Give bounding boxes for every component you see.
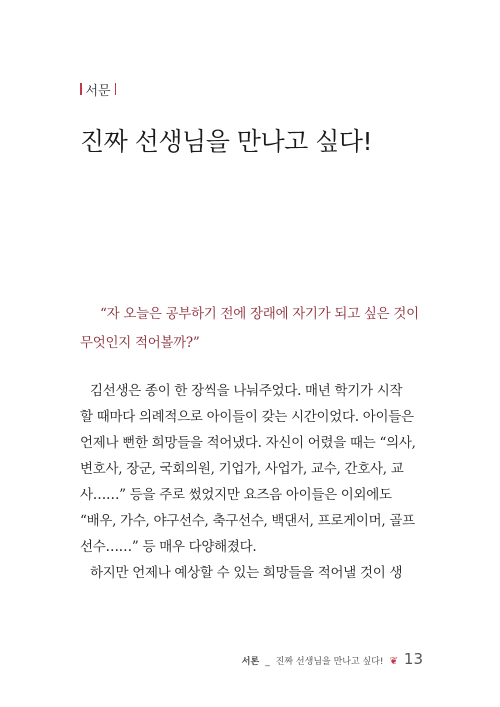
opening-quote bbox=[80, 300, 425, 358]
body-paragraphs bbox=[80, 378, 425, 586]
footer-separator: _ bbox=[265, 657, 270, 667]
body-line: 언제나 뻔한 희망들을 적어냈다. 자신이 어렸을 때는 “의사, bbox=[80, 435, 416, 451]
leaf-icon: ❦ bbox=[389, 656, 398, 667]
chapter-title: 진짜 선생님을 만나고 싶다! bbox=[80, 127, 373, 156]
footer-chapter-title: 진짜 선생님을 만나고 싶다! bbox=[275, 657, 384, 667]
page-footer bbox=[242, 650, 423, 668]
section-label-left-bar bbox=[80, 83, 82, 95]
body-line: 사……” 등을 주로 썼었지만 요즈음 아이들은 이외에도 bbox=[80, 487, 392, 503]
quote-line: “자 오늘은 공부하기 전에 장래에 자기가 되고 싶은 것이 bbox=[100, 306, 419, 322]
body-line: 김선생은 종이 한 장씩을 나눠주었다. 매년 학기가 시작 bbox=[90, 383, 403, 399]
section-label bbox=[80, 80, 116, 98]
body-line: 할 때마다 의례적으로 아이들이 갖는 시간이었다. 아이들은 bbox=[80, 409, 414, 425]
footer-section-name: 서론 bbox=[241, 657, 260, 667]
body-line: 변호사, 장군, 국회의원, 기업가, 사업가, 교수, 간호사, 교 bbox=[80, 461, 404, 477]
quote-line: 무엇인지 적어볼까?” bbox=[80, 335, 200, 351]
page-number: 13 bbox=[403, 650, 423, 668]
body-line: 하지만 언제나 예상할 수 있는 희망들을 적어낼 것이 생 bbox=[90, 565, 403, 581]
body-line: “배우, 가수, 야구선수, 축구선수, 백댄서, 프로게이머, 골프 bbox=[80, 513, 415, 529]
section-label-right-bar bbox=[115, 83, 117, 95]
section-label-text: 서문 bbox=[85, 83, 111, 99]
body-line: 선수……” 등 매우 다양해졌다. bbox=[80, 539, 257, 555]
